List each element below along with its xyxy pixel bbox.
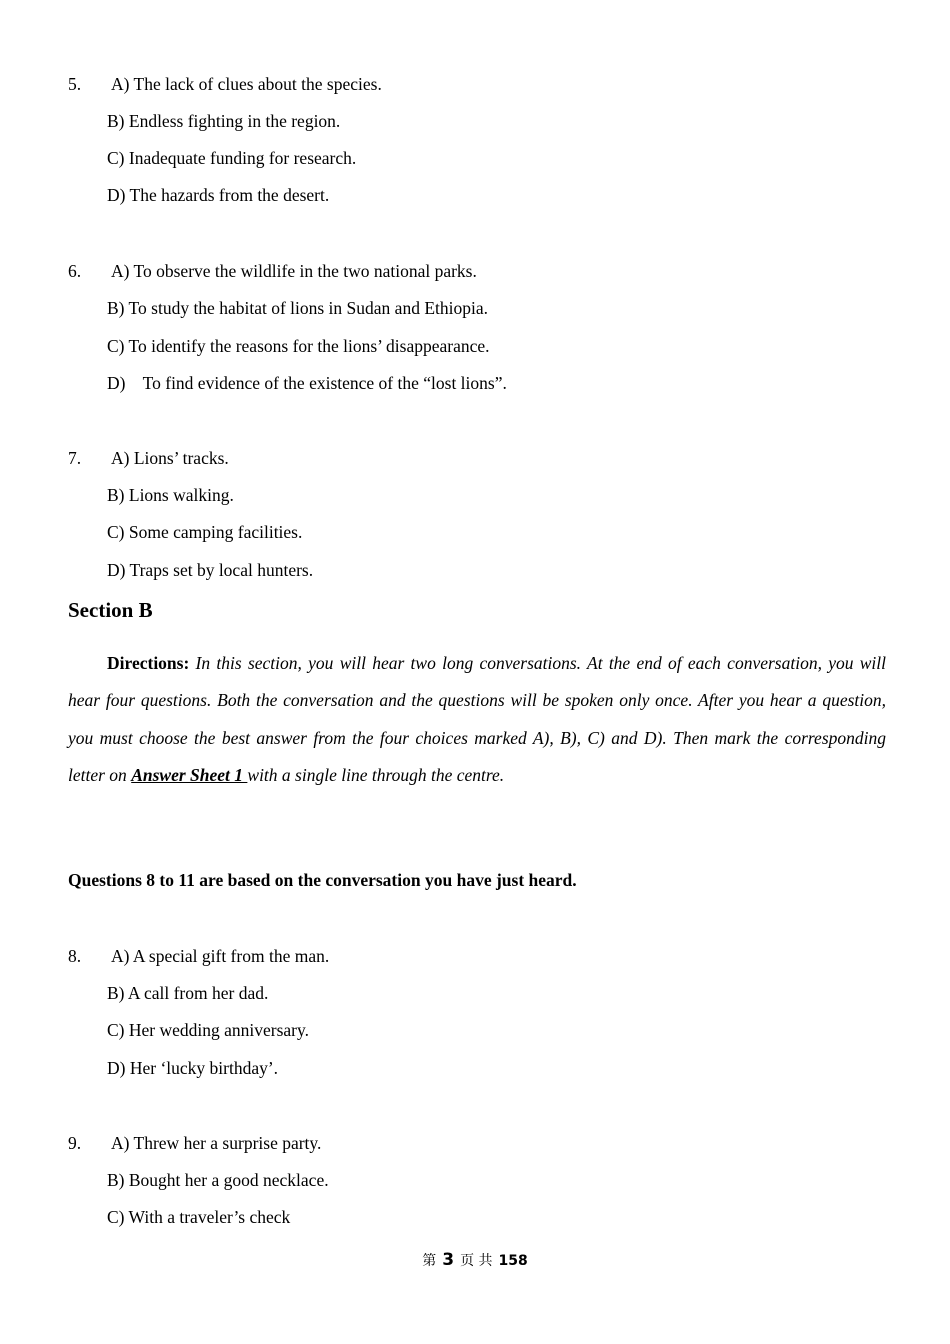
question-7-option-a: A) Lions’ tracks. [111, 448, 229, 468]
question-8-option-d: D) Her ‘lucky birthday’. [107, 1058, 279, 1078]
question-9-option-a: A) Threw her a surprise party. [111, 1133, 322, 1153]
directions-label: Directions: [107, 653, 190, 673]
question-5-option-c: C) Inadequate funding for research. [107, 148, 357, 168]
question-7-number: 7. [68, 448, 82, 468]
question-9-option-b: B) Bought her a good necklace. [107, 1170, 329, 1190]
question-9-number: 9. [68, 1133, 82, 1153]
section-title: Section B [68, 598, 153, 622]
question-5-option-d: D) The hazards from the desert. [107, 185, 330, 205]
question-8-option-b: B) A call from her dad. [107, 983, 269, 1003]
question-group-heading: Questions 8 to 11 are based on the conversation you have just heard. [68, 870, 577, 890]
directions-text: In this section, you will hear two long conversations. At the end of each conversation, you will hear four questions. Both the conversation and the questions will be spoken only once. After you hear a question, you must choose the best answer from the four choices marked A), B), C) and D). Then mark the corresponding letter on [68, 653, 886, 785]
footer-prefix: 第 [422, 1253, 437, 1269]
question-7-option-b: B) Lions walking. [107, 485, 234, 505]
question-8-option-a: A) A special gift from the man. [111, 946, 330, 966]
question-9-option-c: C) With a traveler’s check [107, 1207, 291, 1227]
page-footer [0, 1250, 950, 1270]
question-6-option-a: A) To observe the wildlife in the two national parks. [111, 261, 477, 281]
current-page-number: 3 [442, 1250, 455, 1270]
directions-paragraph [68, 645, 886, 794]
question-8-option-c: C) Her wedding anniversary. [107, 1020, 309, 1040]
question-6-option-d: D) To find evidence of the existence of the “lost lions”. [107, 373, 507, 393]
footer-middle: 页 共 [460, 1253, 493, 1269]
question-7-option-c: C) Some camping facilities. [107, 522, 303, 542]
question-5-option-b: B) Endless fighting in the region. [107, 111, 341, 131]
question-6-option-c: C) To identify the reasons for the lions’ disappearance. [107, 336, 490, 356]
question-5-option-a: A) The lack of clues about the species. [111, 74, 382, 94]
answer-sheet-reference: Answer Sheet 1 [131, 764, 248, 785]
question-8-number: 8. [68, 946, 82, 966]
question-7-option-d: D) Traps set by local hunters. [107, 560, 314, 580]
question-6-option-b: B) To study the habitat of lions in Sudan and Ethiopia. [107, 298, 488, 318]
question-5-number: 5. [68, 74, 82, 94]
question-6-number: 6. [68, 261, 82, 281]
directions-text-end: with a single line through the centre. [247, 764, 505, 785]
total-page-count: 158 [498, 1253, 528, 1269]
